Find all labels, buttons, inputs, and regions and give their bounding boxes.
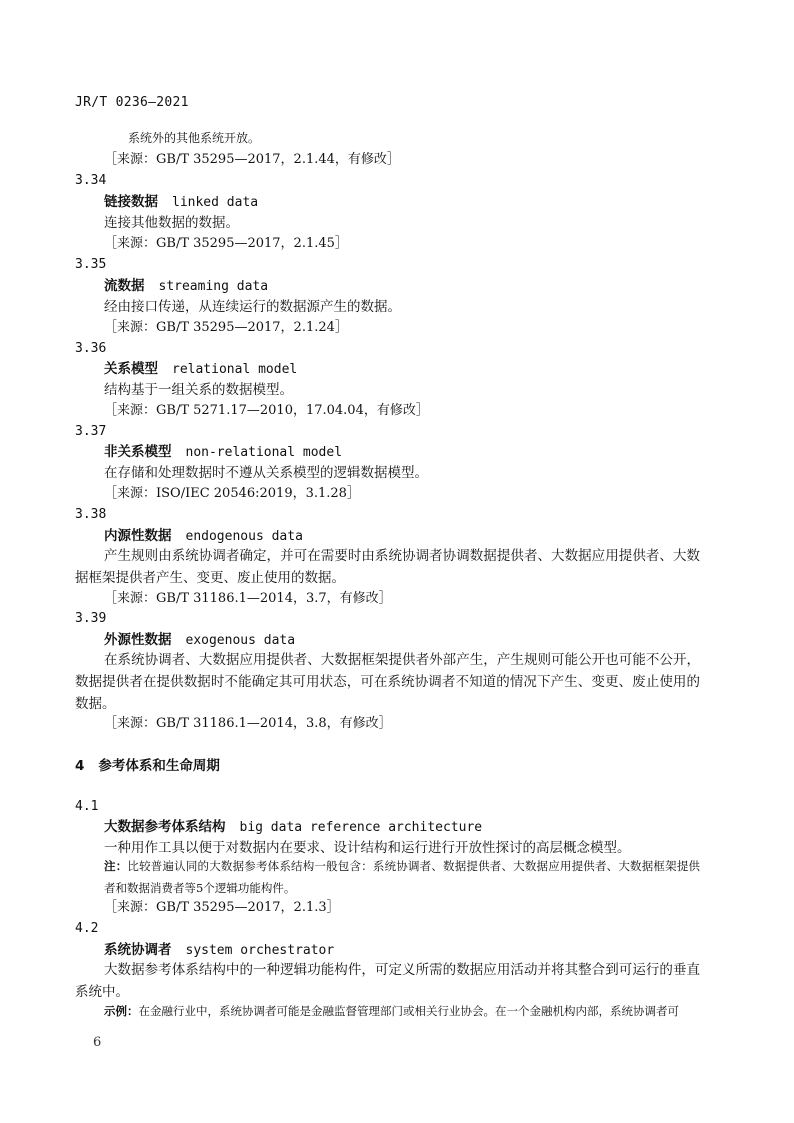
entry-number: 3.36 (75, 341, 107, 356)
term-zh: 非关系模型 (104, 444, 172, 460)
entry-number: 4.1 (75, 799, 99, 814)
term-zh: 外源性数据 (104, 632, 172, 648)
entry-number: 3.37 (75, 424, 107, 439)
term-heading (104, 442, 342, 463)
term-definition: 在系统协调者、大数据应用提供者、大数据框架提供者外部产生，产生规则可能公开也可能不公开，数据提供者在提供数据时不能确定其可用状态，可在系统协调者不知道的情况下产生、变更、废止使用的数据。 (75, 652, 700, 712)
term-definition: 产生规则由系统协调者确定，并可在需要时由系统协调者协调数据提供者、大数据应用提供者、大数据框架提供者产生、变更、废止使用的数据。 (75, 548, 700, 586)
term-heading (104, 359, 297, 380)
term-en: system orchestrator (185, 943, 335, 958)
note-label: 注： (104, 859, 128, 873)
term-heading (104, 192, 258, 213)
term-zh: 大数据参考体系结构 (104, 819, 226, 835)
prev-definition-tail: 系统外的其他系统开放。 (128, 131, 261, 145)
term-source: ［来源：GB/T 5271.17—2010，17.04.04，有修改］ (104, 403, 429, 418)
section-title: 参考体系和生命周期 (98, 758, 220, 774)
entry-number: 3.34 (75, 173, 107, 188)
entry-number: 3.39 (75, 611, 107, 626)
term-definition: 结构基于一组关系的数据模型。 (104, 382, 293, 398)
term-heading (104, 276, 268, 297)
term-definition: 一种用作工具以便于对数据内在要求、设计结构和运行进行开放性探讨的高层概念模型。 (104, 840, 631, 856)
term-definition: 大数据参考体系结构中的一种逻辑功能构件，可定义所需的数据应用活动并将其整合到可运行的垂直系统中。 (75, 962, 700, 1000)
term-heading (104, 526, 303, 547)
term-en: relational model (172, 362, 298, 377)
term-zh: 关系模型 (104, 361, 158, 377)
note (104, 855, 700, 899)
term-zh: 流数据 (104, 278, 145, 294)
term-en: non-relational model (185, 445, 343, 460)
term-en: linked data (172, 195, 259, 210)
term-en: endogenous data (185, 529, 303, 544)
example-label: 示例： (104, 1004, 139, 1018)
section-number: 4 (75, 758, 85, 774)
term-zh: 链接数据 (104, 194, 158, 210)
term-source: ［来源：GB/T 35295—2017，2.1.24］ (104, 320, 348, 335)
note-text: 比较普遍认同的大数据参考体系结构一般包含：系统协调者、数据提供者、大数据应用提供者、大数据框架提供者和数据消费者等5个逻辑功能构件。 (104, 859, 701, 895)
entry-number: 4.2 (75, 921, 99, 936)
standard-code: JR/T 0236—2021 (75, 95, 189, 110)
term-definition: 经由接口传递，从连续运行的数据源产生的数据。 (104, 299, 401, 315)
example (104, 1000, 700, 1022)
term-definition: 在存储和处理数据时不遵从关系模型的逻辑数据模型。 (104, 465, 428, 481)
term-source: ［来源：GB/T 35295—2017，2.1.45］ (104, 236, 348, 251)
term-source: ［来源：ISO/IEC 20546:2019，3.1.28］ (104, 486, 360, 501)
term-zh: 内源性数据 (104, 528, 172, 544)
section-heading (75, 754, 220, 774)
term-en: streaming data (158, 279, 269, 294)
term-source: ［来源：GB/T 31186.1—2014，3.7，有修改］ (104, 591, 392, 606)
term-zh: 系统协调者 (104, 942, 172, 958)
term-en: big data reference architecture (239, 820, 483, 835)
entry-number: 3.35 (75, 257, 107, 272)
term-heading (104, 817, 482, 838)
prev-source: ［来源：GB/T 35295—2017，2.1.44，有修改］ (104, 152, 400, 167)
term-source: ［来源：GB/T 31186.1—2014，3.8，有修改］ (104, 716, 392, 731)
term-en: exogenous data (185, 633, 296, 648)
term-definition: 连接其他数据的数据。 (104, 215, 239, 231)
term-heading (104, 940, 334, 961)
term-source: ［来源：GB/T 35295—2017，2.1.3］ (104, 900, 340, 915)
term-heading (104, 630, 295, 651)
example-text: 在金融行业中，系统协调者可能是金融监督管理部门或相关行业协会。在一个金融机构内部，系统协调者可 (138, 1004, 679, 1018)
page-number: 6 (93, 1035, 102, 1050)
entry-number: 3.38 (75, 507, 107, 522)
